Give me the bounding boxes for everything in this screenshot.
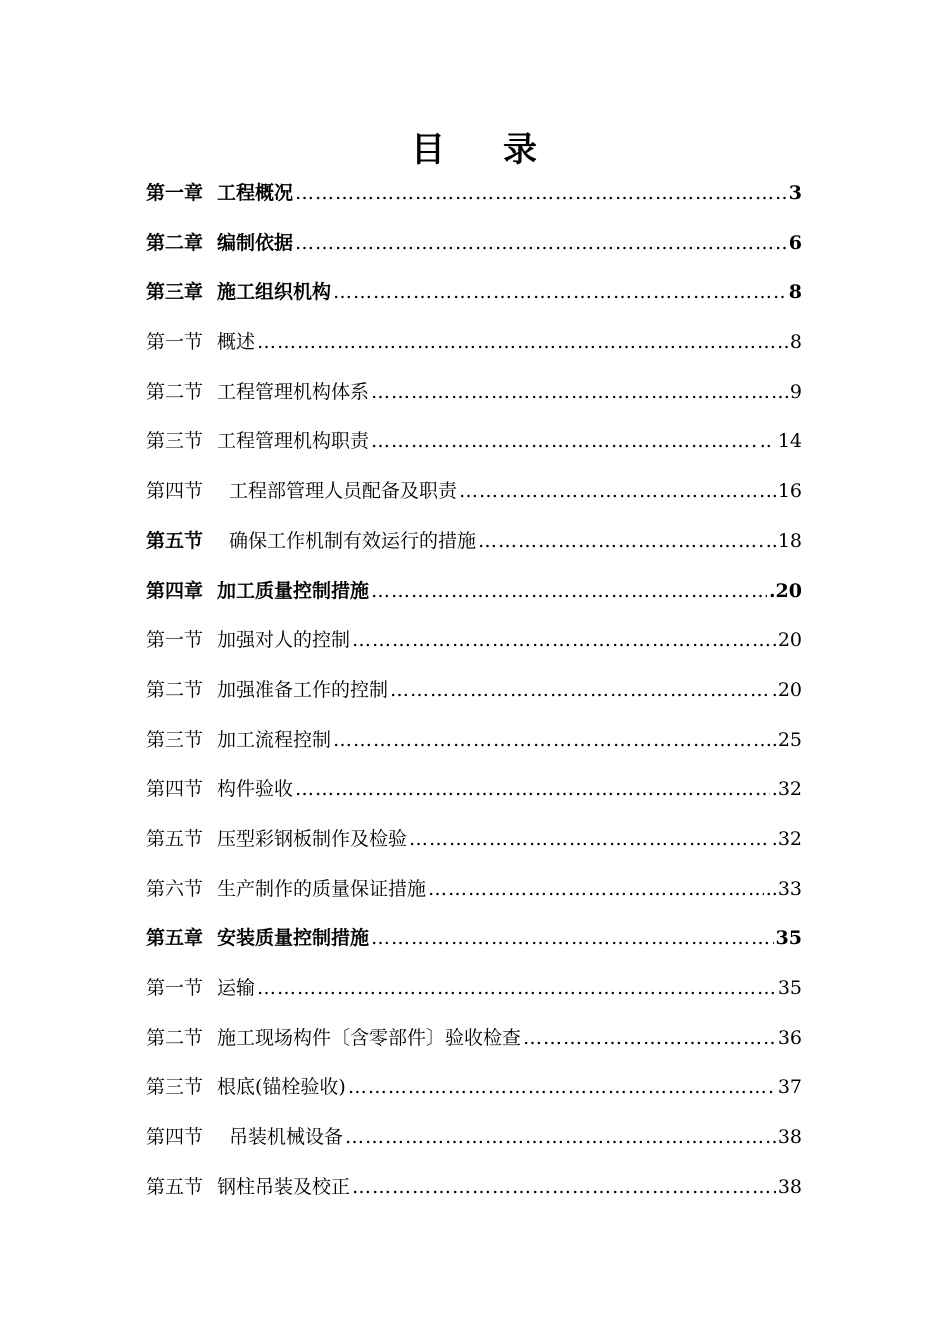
dot-leader bbox=[371, 580, 767, 602]
toc-entry-page: 3 bbox=[788, 182, 802, 204]
toc-entry-page: .20 bbox=[768, 579, 802, 602]
toc-entry-number: 第五节 bbox=[146, 1175, 204, 1198]
toc-entry-number: 第六节 bbox=[146, 877, 204, 900]
toc-heading-part1: 目 bbox=[411, 130, 447, 170]
toc-entry-title: 加强对人的控制 bbox=[217, 629, 351, 652]
toc-entry-page: 8 bbox=[789, 331, 802, 354]
toc-entry-title: 施工现场构件〔含零部件〕验收检查 bbox=[217, 1026, 522, 1049]
toc-entry-title: 构件验收 bbox=[217, 778, 294, 801]
toc-list bbox=[146, 178, 802, 1221]
toc-entry-number: 第四节 bbox=[146, 1126, 204, 1149]
toc-entry-page: 6 bbox=[788, 231, 802, 254]
toc-entry-title: 概述 bbox=[217, 331, 256, 354]
dot-leader bbox=[371, 381, 788, 403]
toc-entry-title: 编制依据 bbox=[217, 231, 294, 254]
dot-leader bbox=[352, 1176, 776, 1198]
dot-leader bbox=[459, 480, 764, 502]
toc-entry-number: 第三节 bbox=[146, 728, 204, 751]
toc-entry-title: 钢柱吊装及校正 bbox=[217, 1175, 351, 1198]
toc-entry-section[interactable] bbox=[146, 625, 802, 675]
toc-entry-page: .25 bbox=[771, 728, 802, 751]
dot-leader bbox=[345, 1126, 776, 1148]
toc-entry-title: 安装质量控制措施 bbox=[217, 927, 370, 950]
dot-leader bbox=[371, 430, 758, 452]
toc-entry-section[interactable] bbox=[146, 675, 802, 725]
toc-entry-page: 8 bbox=[788, 281, 802, 304]
toc-entry-section[interactable] bbox=[146, 327, 802, 377]
toc-entry-page: 38 bbox=[777, 1126, 802, 1149]
toc-entry-page: 38 bbox=[777, 1175, 802, 1198]
toc-entry-chapter-2[interactable] bbox=[146, 228, 802, 278]
toc-entry-section[interactable] bbox=[146, 874, 802, 924]
toc-entry-number: 第一节 bbox=[146, 331, 204, 354]
toc-entry-section[interactable] bbox=[146, 774, 802, 824]
toc-entry-number: 第四章 bbox=[146, 579, 204, 602]
toc-entry-number: 第五节 bbox=[146, 827, 204, 850]
dot-leader bbox=[295, 182, 787, 204]
dot-leader bbox=[257, 977, 776, 999]
toc-entry-chapter-1[interactable] bbox=[146, 178, 802, 228]
toc-entry-section[interactable] bbox=[146, 1172, 802, 1222]
toc-entry-title: 工程管理机构职责 bbox=[217, 430, 370, 453]
toc-entry-title: 工程部管理人员配备及职责 bbox=[229, 480, 458, 503]
toc-entry-number: 第三节 bbox=[146, 430, 204, 453]
toc-entry-section[interactable] bbox=[146, 526, 802, 576]
toc-entry-number: 第四节 bbox=[146, 480, 204, 503]
toc-heading-part2: 录 bbox=[503, 130, 539, 170]
toc-entry-page: 37 bbox=[777, 1076, 802, 1099]
toc-entry-section[interactable] bbox=[146, 377, 802, 427]
toc-entry-number: 第一节 bbox=[146, 629, 204, 652]
toc-entry-number: 第二节 bbox=[146, 380, 204, 403]
toc-entry-page: .. 14 bbox=[759, 430, 802, 453]
dot-leader bbox=[390, 679, 770, 701]
toc-entry-title: 加工质量控制措施 bbox=[217, 579, 370, 602]
toc-entry-section[interactable] bbox=[146, 1023, 802, 1073]
toc-entry-number: 第一节 bbox=[146, 977, 204, 999]
toc-entry-page: 35 bbox=[775, 927, 802, 950]
toc-entry-number: 第五章 bbox=[146, 927, 204, 950]
dot-leader bbox=[371, 927, 774, 949]
toc-entry-title: 吊装机械设备 bbox=[229, 1126, 344, 1149]
toc-entry-title: 根底(锚栓验收) bbox=[217, 1076, 346, 1099]
toc-entry-section[interactable] bbox=[146, 725, 802, 775]
toc-entry-page: ..33 bbox=[765, 877, 802, 900]
dot-leader bbox=[333, 281, 787, 303]
toc-entry-title: 压型彩钢板制作及检验 bbox=[217, 827, 408, 850]
toc-entry-section[interactable] bbox=[146, 824, 802, 874]
dot-leader bbox=[333, 729, 770, 751]
toc-entry-page: .20 bbox=[771, 678, 802, 701]
toc-entry-page: 35 bbox=[777, 977, 802, 999]
dot-leader bbox=[428, 878, 764, 900]
toc-entry-title: 工程概况 bbox=[217, 182, 294, 204]
toc-entry-page: ..18 bbox=[765, 529, 802, 552]
toc-entry-page: .32 bbox=[771, 778, 802, 801]
toc-entry-section[interactable] bbox=[146, 476, 802, 526]
dot-leader bbox=[523, 1027, 776, 1049]
toc-entry-title: 确保工作机制有效运行的措施 bbox=[229, 529, 477, 552]
toc-entry-chapter-5[interactable] bbox=[146, 923, 802, 973]
toc-entry-number: 第三章 bbox=[146, 281, 204, 304]
toc-entry-number: 第二节 bbox=[146, 1026, 204, 1049]
dot-leader bbox=[478, 530, 764, 552]
toc-entry-section[interactable] bbox=[146, 973, 802, 1023]
dot-leader bbox=[257, 331, 788, 353]
toc-entry-page: .20 bbox=[771, 629, 802, 652]
toc-entry-section[interactable] bbox=[146, 426, 802, 476]
dot-leader bbox=[295, 778, 770, 800]
toc-entry-title: 工程管理机构体系 bbox=[217, 380, 370, 403]
toc-entry-page: 36 bbox=[777, 1026, 802, 1049]
toc-entry-title: 生产制作的质量保证措施 bbox=[217, 877, 427, 900]
toc-entry-chapter-4[interactable] bbox=[146, 576, 802, 626]
toc-entry-title: 施工组织机构 bbox=[217, 281, 332, 304]
toc-entry-section[interactable] bbox=[146, 1072, 802, 1122]
toc-heading bbox=[0, 128, 950, 172]
toc-entry-title: 加工流程控制 bbox=[217, 728, 332, 751]
dot-leader bbox=[409, 828, 770, 850]
dot-leader bbox=[348, 1076, 776, 1098]
toc-entry-section[interactable] bbox=[146, 1122, 802, 1172]
toc-entry-title: 运输 bbox=[217, 977, 256, 999]
toc-entry-number: 第三节 bbox=[146, 1076, 204, 1099]
dot-leader bbox=[295, 232, 787, 254]
toc-entry-number: 第五节 bbox=[146, 529, 204, 552]
toc-entry-title: 加强准备工作的控制 bbox=[217, 678, 389, 701]
toc-entry-number: 第四节 bbox=[146, 778, 204, 801]
dot-leader bbox=[352, 629, 770, 651]
toc-entry-number: 第二节 bbox=[146, 678, 204, 701]
toc-entry-page: .32 bbox=[771, 827, 802, 850]
toc-entry-page: ..16 bbox=[765, 480, 802, 503]
toc-entry-number: 第二章 bbox=[146, 231, 204, 254]
toc-entry-number: 第一章 bbox=[146, 182, 204, 204]
toc-entry-chapter-3[interactable] bbox=[146, 277, 802, 327]
toc-entry-page: 9 bbox=[789, 380, 802, 403]
